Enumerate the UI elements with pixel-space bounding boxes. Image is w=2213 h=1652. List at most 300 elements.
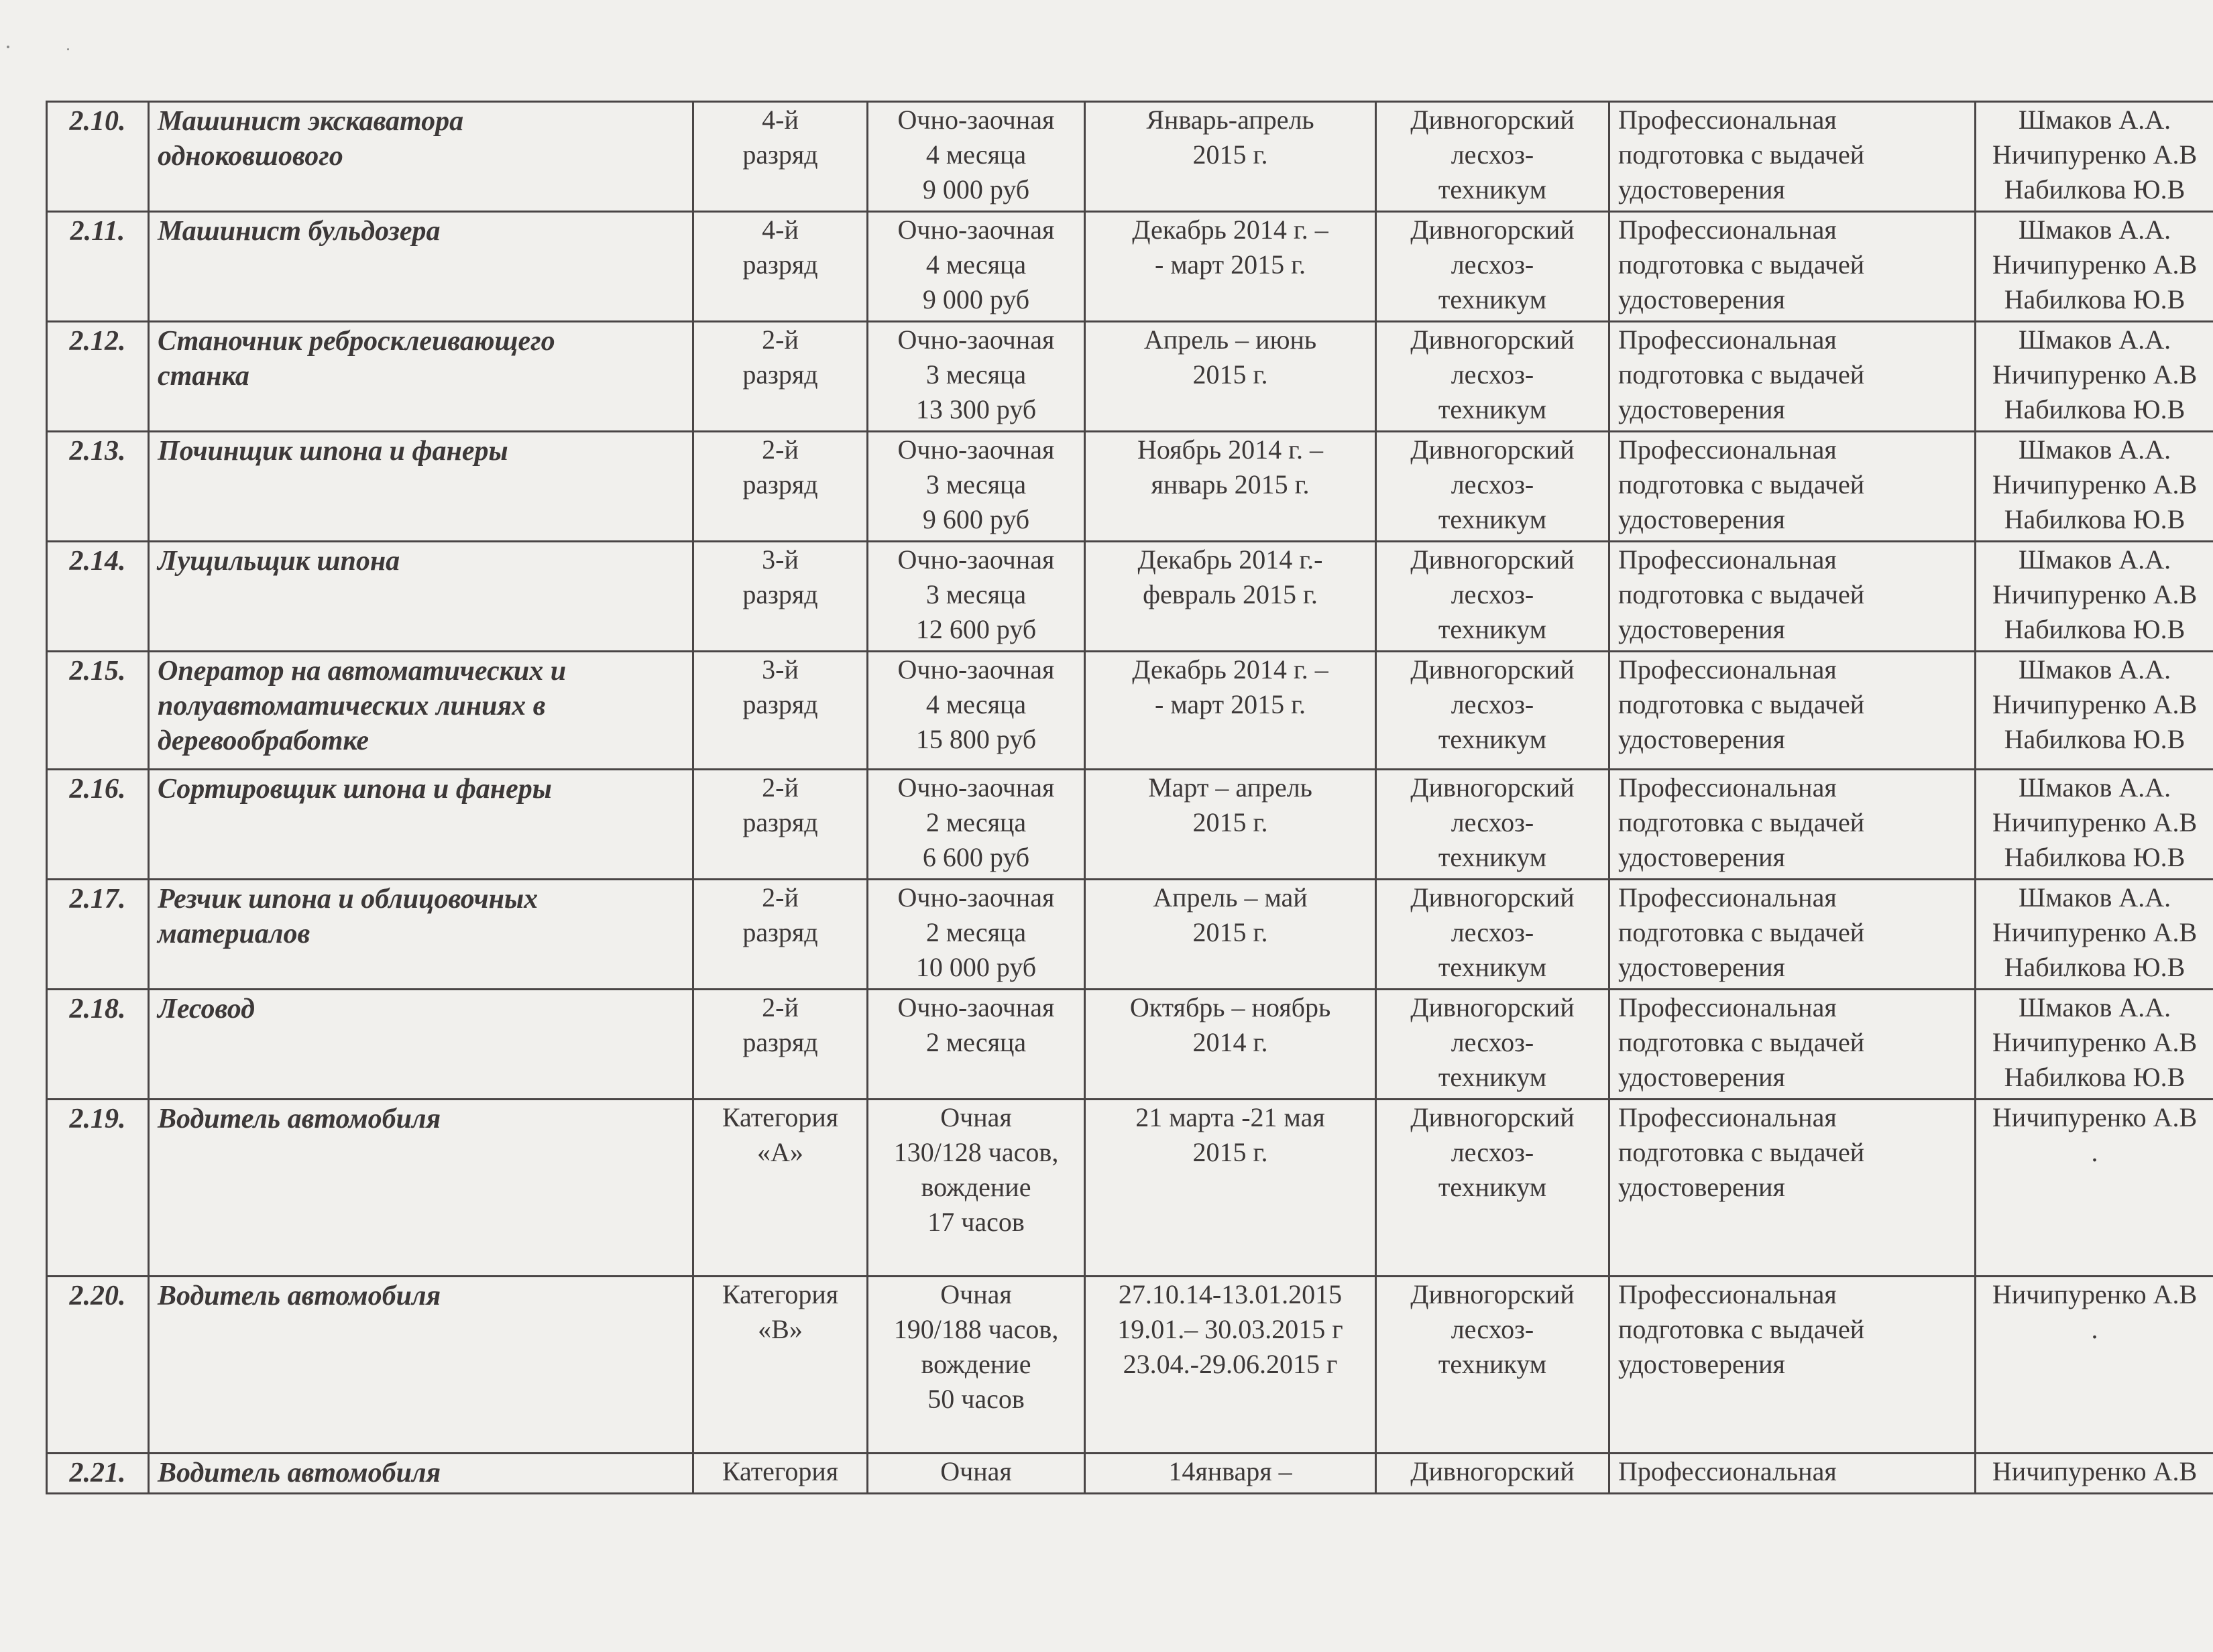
responsible-cell bbox=[1976, 102, 2213, 212]
grade-cell bbox=[693, 542, 868, 652]
venue-cell-line: лесхоз- bbox=[1451, 689, 1534, 719]
profession-name bbox=[149, 770, 693, 880]
training-format-cell-line: 3 месяца bbox=[925, 469, 1027, 499]
responsible-cell-line: Набилкова Ю.В bbox=[2004, 952, 2186, 982]
responsible-cell bbox=[1976, 1100, 2213, 1277]
table-row bbox=[47, 102, 2213, 212]
program-cell-line: удостоверения bbox=[1618, 1172, 1785, 1202]
grade-cell bbox=[693, 1454, 868, 1494]
venue-cell-line: Дивногорский bbox=[1410, 1456, 1575, 1486]
row-number-text: 2.20. bbox=[69, 1281, 126, 1311]
period-cell bbox=[1085, 432, 1376, 542]
training-format-cell-line: Очно-заочная bbox=[897, 772, 1055, 803]
training-format-cell-line: 50 часов bbox=[927, 1384, 1025, 1414]
venue-cell bbox=[1376, 102, 1609, 212]
grade-cell bbox=[693, 652, 868, 770]
grade-cell-line: разряд bbox=[742, 917, 818, 947]
program-cell-line: подготовка с выдачей bbox=[1618, 917, 1865, 947]
program-cell-line: Профессиональная bbox=[1618, 544, 1837, 575]
training-format-cell bbox=[868, 432, 1085, 542]
program-cell bbox=[1609, 880, 1976, 990]
period-cell-line: 2015 г. bbox=[1192, 139, 1268, 170]
program-cell-line: Профессиональная bbox=[1618, 434, 1837, 465]
profession-name bbox=[149, 212, 693, 322]
venue-cell bbox=[1376, 770, 1609, 880]
responsible-cell bbox=[1976, 990, 2213, 1100]
program-cell-line: Профессиональная bbox=[1618, 992, 1837, 1022]
responsible-cell bbox=[1976, 432, 2213, 542]
venue-cell-line: лесхоз- bbox=[1451, 807, 1534, 837]
row-number bbox=[47, 1277, 149, 1454]
grade-cell-line: 3-й bbox=[762, 654, 799, 685]
program-cell bbox=[1609, 542, 1976, 652]
program-cell-line: удостоверения bbox=[1618, 504, 1785, 534]
table-row bbox=[47, 990, 2213, 1100]
training-format-cell-line: Очная bbox=[940, 1279, 1012, 1309]
training-format-cell-line: вождение bbox=[921, 1172, 1031, 1202]
venue-cell-line: Дивногорский bbox=[1410, 544, 1575, 575]
responsible-cell-line: Шмаков А.А. bbox=[2018, 544, 2171, 575]
program-cell-line: подготовка с выдачей bbox=[1618, 1027, 1865, 1057]
training-format-cell bbox=[868, 770, 1085, 880]
venue-cell-line: лесхоз- bbox=[1451, 359, 1534, 390]
training-format-cell-line: 6 600 руб bbox=[922, 842, 1030, 872]
venue-cell-line: техникум bbox=[1438, 1172, 1547, 1202]
program-cell-line: Профессиональная bbox=[1618, 215, 1837, 245]
responsible-cell-line: Набилкова Ю.В bbox=[2004, 724, 2186, 754]
responsible-cell-line: Ничипуренко А.В bbox=[1992, 249, 2198, 280]
venue-cell-line: техникум bbox=[1438, 504, 1547, 534]
training-format-cell-line: Очная bbox=[940, 1102, 1012, 1132]
period-cell-line: Март – апрель bbox=[1148, 772, 1312, 803]
training-format-cell-line: Очно-заочная bbox=[897, 992, 1055, 1022]
training-format-cell bbox=[868, 322, 1085, 432]
responsible-cell-line: Шмаков А.А. bbox=[2018, 654, 2171, 685]
row-number bbox=[47, 880, 149, 990]
training-format-cell-line: Очно-заочная bbox=[897, 544, 1055, 575]
program-cell-line: Профессиональная bbox=[1618, 105, 1837, 135]
program-cell-line: удостоверения bbox=[1618, 614, 1785, 644]
responsible-cell-line: Ничипуренко А.В bbox=[1992, 917, 2198, 947]
training-format-cell bbox=[868, 880, 1085, 990]
grade-cell-line: 2-й bbox=[762, 434, 799, 465]
program-cell-line: Профессиональная bbox=[1618, 1279, 1837, 1309]
venue-cell-line: Дивногорский bbox=[1410, 882, 1575, 912]
program-cell-line: Профессиональная bbox=[1618, 882, 1837, 912]
profession-name-line: Станочник ребросклеивающего bbox=[158, 326, 555, 357]
responsible-cell-line: Шмаков А.А. bbox=[2018, 105, 2171, 135]
venue-cell-line: лесхоз- bbox=[1451, 579, 1534, 609]
program-cell bbox=[1609, 102, 1976, 212]
profession-name bbox=[149, 652, 693, 770]
row-number bbox=[47, 322, 149, 432]
grade-cell-line: Категория bbox=[722, 1279, 839, 1309]
program-cell-line: удостоверения bbox=[1618, 1349, 1785, 1379]
responsible-cell bbox=[1976, 880, 2213, 990]
profession-name-line: Лущильщик шпона bbox=[158, 546, 400, 577]
responsible-cell-line: Ничипуренко А.В bbox=[1992, 807, 2198, 837]
training-format-cell-line: 2 месяца bbox=[925, 807, 1027, 837]
profession-name-line: Водитель автомобиля bbox=[158, 1281, 441, 1311]
period-cell bbox=[1085, 652, 1376, 770]
training-format-cell-line: 4 месяца bbox=[925, 139, 1027, 170]
profession-name bbox=[149, 102, 693, 212]
responsible-cell-line: Ничипуренко А.В bbox=[1992, 139, 2198, 170]
program-cell-line: подготовка с выдачей bbox=[1618, 249, 1865, 280]
venue-cell bbox=[1376, 1277, 1609, 1454]
training-format-cell-line: 9 000 руб bbox=[922, 174, 1030, 204]
training-format-cell-line: Очная bbox=[940, 1456, 1012, 1486]
scan-speck bbox=[67, 48, 69, 50]
grade-cell-line: разряд bbox=[742, 139, 818, 170]
table-row bbox=[47, 432, 2213, 542]
training-format-cell-line: 17 часов bbox=[927, 1207, 1025, 1237]
period-cell-line: 2015 г. bbox=[1192, 359, 1268, 390]
program-cell-line: подготовка с выдачей bbox=[1618, 807, 1865, 837]
period-cell-line: февраль 2015 г. bbox=[1143, 579, 1318, 609]
venue-cell bbox=[1376, 212, 1609, 322]
program-cell-line: подготовка с выдачей bbox=[1618, 1314, 1865, 1344]
venue-cell-line: лесхоз- bbox=[1451, 249, 1534, 280]
row-number bbox=[47, 542, 149, 652]
profession-name-line: Сортировщик шпона и фанеры bbox=[158, 774, 552, 805]
grade-cell-line: 4-й bbox=[762, 215, 799, 245]
venue-cell bbox=[1376, 1454, 1609, 1494]
venue-cell-line: Дивногорский bbox=[1410, 1279, 1575, 1309]
responsible-cell bbox=[1976, 1454, 2213, 1494]
period-cell bbox=[1085, 322, 1376, 432]
row-number bbox=[47, 432, 149, 542]
row-number-text: 2.21. bbox=[69, 1458, 126, 1488]
program-cell-line: Профессиональная bbox=[1618, 654, 1837, 685]
venue-cell-line: Дивногорский bbox=[1410, 992, 1575, 1022]
venue-cell-line: техникум bbox=[1438, 1062, 1547, 1092]
venue-cell bbox=[1376, 542, 1609, 652]
venue-cell-line: лесхоз- bbox=[1451, 1314, 1534, 1344]
period-cell bbox=[1085, 542, 1376, 652]
row-number-text: 2.17. bbox=[69, 884, 126, 914]
training-format-cell-line: Очно-заочная bbox=[897, 215, 1055, 245]
venue-cell-line: Дивногорский bbox=[1410, 434, 1575, 465]
row-number-text: 2.16. bbox=[69, 774, 126, 805]
grade-cell-line: разряд bbox=[742, 807, 818, 837]
venue-cell-line: лесхоз- bbox=[1451, 139, 1534, 170]
training-format-cell bbox=[868, 542, 1085, 652]
profession-name-line: Машинист бульдозера bbox=[158, 216, 441, 247]
training-format-cell-line: Очно-заочная bbox=[897, 434, 1055, 465]
responsible-cell-line: Шмаков А.А. bbox=[2018, 992, 2171, 1022]
venue-cell bbox=[1376, 990, 1609, 1100]
period-cell-line: - март 2015 г. bbox=[1155, 249, 1306, 280]
program-cell bbox=[1609, 1100, 1976, 1277]
venue-cell-line: техникум bbox=[1438, 724, 1547, 754]
responsible-cell-line: . bbox=[2091, 1314, 2098, 1344]
period-cell-line: Апрель – май bbox=[1153, 882, 1308, 912]
training-format-cell bbox=[868, 1277, 1085, 1454]
venue-cell-line: Дивногорский bbox=[1410, 1102, 1575, 1132]
grade-cell bbox=[693, 102, 868, 212]
grade-cell-line: разряд bbox=[742, 1027, 818, 1057]
venue-cell-line: лесхоз- bbox=[1451, 1137, 1534, 1167]
program-cell-line: Профессиональная bbox=[1618, 1102, 1837, 1132]
period-cell bbox=[1085, 1100, 1376, 1277]
row-number bbox=[47, 102, 149, 212]
profession-name-line: Резчик шпона и облицовочных bbox=[158, 884, 538, 914]
training-format-cell-line: 10 000 руб bbox=[915, 952, 1037, 982]
program-cell-line: удостоверения bbox=[1618, 1062, 1785, 1092]
profession-name-line: Водитель автомобиля bbox=[158, 1458, 441, 1488]
responsible-cell-line: Шмаков А.А. bbox=[2018, 434, 2171, 465]
venue-cell bbox=[1376, 880, 1609, 990]
responsible-cell bbox=[1976, 322, 2213, 432]
program-cell bbox=[1609, 770, 1976, 880]
venue-cell-line: техникум bbox=[1438, 174, 1547, 204]
grade-cell-line: Категория bbox=[722, 1102, 839, 1132]
training-format-cell-line: 3 месяца bbox=[925, 359, 1027, 390]
grade-cell-line: «А» bbox=[757, 1137, 803, 1167]
responsible-cell-line: Шмаков А.А. bbox=[2018, 215, 2171, 245]
program-cell-line: удостоверения bbox=[1618, 394, 1785, 424]
program-cell-line: подготовка с выдачей bbox=[1618, 689, 1865, 719]
period-cell-line: 27.10.14-13.01.2015 bbox=[1118, 1279, 1343, 1309]
period-cell-line: - март 2015 г. bbox=[1155, 689, 1306, 719]
venue-cell bbox=[1376, 432, 1609, 542]
profession-name-line: станка bbox=[158, 361, 249, 392]
grade-cell bbox=[693, 770, 868, 880]
program-cell-line: Профессиональная bbox=[1618, 1456, 1837, 1486]
period-cell-line: январь 2015 г. bbox=[1151, 469, 1310, 499]
training-format-cell bbox=[868, 1454, 1085, 1494]
training-format-cell-line: 15 800 руб bbox=[915, 724, 1037, 754]
responsible-cell-line: Ничипуренко А.В bbox=[1992, 579, 2198, 609]
grade-cell-line: разряд bbox=[742, 469, 818, 499]
schedule-table bbox=[46, 101, 2213, 1494]
responsible-cell-line: Ничипуренко А.В bbox=[1992, 689, 2198, 719]
responsible-cell bbox=[1976, 770, 2213, 880]
venue-cell-line: техникум bbox=[1438, 952, 1547, 982]
training-format-cell-line: вождение bbox=[921, 1349, 1031, 1379]
program-cell bbox=[1609, 212, 1976, 322]
grade-cell-line: 4-й bbox=[762, 105, 799, 135]
program-cell-line: подготовка с выдачей bbox=[1618, 359, 1865, 390]
program-cell-line: Профессиональная bbox=[1618, 324, 1837, 355]
venue-cell-line: техникум bbox=[1438, 842, 1547, 872]
program-cell-line: Профессиональная bbox=[1618, 772, 1837, 803]
profession-name bbox=[149, 1454, 693, 1494]
program-cell bbox=[1609, 1277, 1976, 1454]
period-cell-line: Апрель – июнь bbox=[1143, 324, 1317, 355]
responsible-cell-line: Набилкова Ю.В bbox=[2004, 284, 2186, 314]
table-row bbox=[47, 880, 2213, 990]
scan-speck bbox=[7, 46, 9, 48]
profession-name-line: Лесовод bbox=[158, 994, 255, 1024]
row-number bbox=[47, 770, 149, 880]
training-format-cell bbox=[868, 212, 1085, 322]
table-row bbox=[47, 212, 2213, 322]
responsible-cell-line: Ничипуренко А.В bbox=[1992, 359, 2198, 390]
venue-cell bbox=[1376, 322, 1609, 432]
venue-cell-line: лесхоз- bbox=[1451, 469, 1534, 499]
period-cell bbox=[1085, 990, 1376, 1100]
table-row bbox=[47, 652, 2213, 770]
responsible-cell bbox=[1976, 542, 2213, 652]
venue-cell-line: техникум bbox=[1438, 394, 1547, 424]
program-cell-line: подготовка с выдачей bbox=[1618, 1137, 1865, 1167]
responsible-cell-line: Ничипуренко А.В bbox=[1992, 469, 2198, 499]
period-cell bbox=[1085, 1454, 1376, 1494]
period-cell-line: Декабрь 2014 г. – bbox=[1132, 654, 1328, 685]
venue-cell-line: техникум bbox=[1438, 1349, 1547, 1379]
training-format-cell-line: Очно-заочная bbox=[897, 105, 1055, 135]
program-cell-line: удостоверения bbox=[1618, 284, 1785, 314]
program-cell-line: удостоверения bbox=[1618, 724, 1785, 754]
period-cell-line: Октябрь – ноябрь bbox=[1129, 992, 1331, 1022]
venue-cell-line: Дивногорский bbox=[1410, 105, 1575, 135]
table-row bbox=[47, 322, 2213, 432]
profession-name bbox=[149, 432, 693, 542]
row-number-text: 2.18. bbox=[69, 994, 126, 1024]
row-number bbox=[47, 212, 149, 322]
responsible-cell-line: Шмаков А.А. bbox=[2018, 772, 2171, 803]
row-number bbox=[47, 1454, 149, 1494]
responsible-cell-line: Шмаков А.А. bbox=[2018, 324, 2171, 355]
training-format-cell-line: 190/188 часов, bbox=[893, 1314, 1059, 1344]
profession-name-line: одноковшового bbox=[158, 141, 343, 172]
responsible-cell-line: Ничипуренко А.В bbox=[1992, 1279, 2198, 1309]
responsible-cell-line: Ничипуренко А.В bbox=[1992, 1027, 2198, 1057]
training-format-cell-line: Очно-заочная bbox=[897, 882, 1055, 912]
training-format-cell bbox=[868, 652, 1085, 770]
training-format-cell-line: 2 месяца bbox=[925, 917, 1027, 947]
program-cell-line: удостоверения bbox=[1618, 952, 1785, 982]
profession-name bbox=[149, 322, 693, 432]
training-format-cell-line: Очно-заочная bbox=[897, 324, 1055, 355]
grade-cell bbox=[693, 432, 868, 542]
profession-name-line: Водитель автомобиля bbox=[158, 1104, 441, 1134]
training-format-cell-line: 4 месяца bbox=[925, 249, 1027, 280]
period-cell-line: 2014 г. bbox=[1192, 1027, 1268, 1057]
training-format-cell-line: 130/128 часов, bbox=[893, 1137, 1059, 1167]
training-format-cell-line: 12 600 руб bbox=[915, 614, 1037, 644]
grade-cell-line: «В» bbox=[758, 1314, 803, 1344]
profession-name-line: Починщик шпона и фанеры bbox=[158, 436, 508, 467]
grade-cell bbox=[693, 212, 868, 322]
responsible-cell-line: Набилкова Ю.В bbox=[2004, 504, 2186, 534]
grade-cell-line: Категория bbox=[722, 1456, 839, 1486]
program-cell-line: подготовка с выдачей bbox=[1618, 469, 1865, 499]
row-number bbox=[47, 990, 149, 1100]
program-cell-line: удостоверения bbox=[1618, 174, 1785, 204]
row-number bbox=[47, 652, 149, 770]
table-row bbox=[47, 1277, 2213, 1454]
profession-name bbox=[149, 542, 693, 652]
training-format-cell-line: 4 месяца bbox=[925, 689, 1027, 719]
period-cell-line: Декабрь 2014 г. – bbox=[1132, 215, 1328, 245]
responsible-cell-line: Набилкова Ю.В bbox=[2004, 394, 2186, 424]
period-cell-line: 21 марта -21 мая bbox=[1135, 1102, 1325, 1132]
training-format-cell-line: 13 300 руб bbox=[915, 394, 1037, 424]
profession-name bbox=[149, 880, 693, 990]
period-cell-line: 2015 г. bbox=[1192, 917, 1268, 947]
row-number-text: 2.19. bbox=[69, 1104, 126, 1134]
venue-cell-line: Дивногорский bbox=[1410, 772, 1575, 803]
profession-name-line: полуавтоматических линиях в bbox=[158, 691, 546, 721]
row-number-text: 2.12. bbox=[69, 326, 126, 357]
venue-cell-line: Дивногорский bbox=[1410, 215, 1575, 245]
grade-cell bbox=[693, 322, 868, 432]
program-cell-line: подготовка с выдачей bbox=[1618, 139, 1865, 170]
row-number bbox=[47, 1100, 149, 1277]
table-row bbox=[47, 1454, 2213, 1494]
training-format-cell-line: 3 месяца bbox=[925, 579, 1027, 609]
training-format-cell-line: 2 месяца bbox=[925, 1027, 1027, 1057]
responsible-cell bbox=[1976, 652, 2213, 770]
responsible-cell-line: Набилкова Ю.В bbox=[2004, 174, 2186, 204]
period-cell-line: 14января – bbox=[1168, 1456, 1292, 1486]
training-format-cell-line: Очно-заочная bbox=[897, 654, 1055, 685]
responsible-cell-line: Набилкова Ю.В bbox=[2004, 614, 2186, 644]
profession-name-line: Машинист экскаватора bbox=[158, 106, 464, 137]
venue-cell bbox=[1376, 652, 1609, 770]
training-format-cell-line: 9 000 руб bbox=[922, 284, 1030, 314]
responsible-cell-line: Ничипуренко А.В bbox=[1992, 1102, 2198, 1132]
grade-cell-line: 3-й bbox=[762, 544, 799, 575]
grade-cell-line: 2-й bbox=[762, 324, 799, 355]
profession-name-line: Оператор на автоматических и bbox=[158, 656, 567, 687]
program-cell bbox=[1609, 432, 1976, 542]
period-cell-line: 23.04.-29.06.2015 г bbox=[1123, 1349, 1338, 1379]
grade-cell bbox=[693, 1100, 868, 1277]
responsible-cell bbox=[1976, 1277, 2213, 1454]
responsible-cell-line: Набилкова Ю.В bbox=[2004, 1062, 2186, 1092]
grade-cell bbox=[693, 880, 868, 990]
table-row bbox=[47, 1100, 2213, 1277]
period-cell-line: 2015 г. bbox=[1192, 1137, 1268, 1167]
profession-name-line: материалов bbox=[158, 919, 310, 949]
training-format-cell bbox=[868, 990, 1085, 1100]
profession-name bbox=[149, 1277, 693, 1454]
profession-name-line: деревообработке bbox=[158, 725, 370, 756]
grade-cell bbox=[693, 1277, 868, 1454]
period-cell bbox=[1085, 212, 1376, 322]
profession-name bbox=[149, 990, 693, 1100]
responsible-cell-line: Набилкова Ю.В bbox=[2004, 842, 2186, 872]
training-format-cell bbox=[868, 1100, 1085, 1277]
grade-cell bbox=[693, 990, 868, 1100]
profession-name bbox=[149, 1100, 693, 1277]
venue-cell-line: Дивногорский bbox=[1410, 324, 1575, 355]
training-format-cell-line: 9 600 руб bbox=[922, 504, 1030, 534]
period-cell bbox=[1085, 1277, 1376, 1454]
responsible-cell bbox=[1976, 212, 2213, 322]
row-number-text: 2.14. bbox=[69, 546, 126, 577]
venue-cell-line: лесхоз- bbox=[1451, 1027, 1534, 1057]
program-cell bbox=[1609, 652, 1976, 770]
grade-cell-line: 2-й bbox=[762, 992, 799, 1022]
table-body bbox=[47, 102, 2213, 1494]
row-number-text: 2.15. bbox=[69, 656, 126, 687]
grade-cell-line: 2-й bbox=[762, 772, 799, 803]
program-cell bbox=[1609, 990, 1976, 1100]
responsible-cell-line: Ничипуренко А.В bbox=[1992, 1456, 2198, 1486]
period-cell-line: Ноябрь 2014 г. – bbox=[1137, 434, 1323, 465]
venue-cell bbox=[1376, 1100, 1609, 1277]
row-number-text: 2.10. bbox=[69, 106, 126, 137]
responsible-cell-line: Шмаков А.А. bbox=[2018, 882, 2171, 912]
grade-cell-line: разряд bbox=[742, 249, 818, 280]
period-cell-line: 2015 г. bbox=[1192, 807, 1268, 837]
row-number-text: 2.11. bbox=[70, 216, 125, 247]
